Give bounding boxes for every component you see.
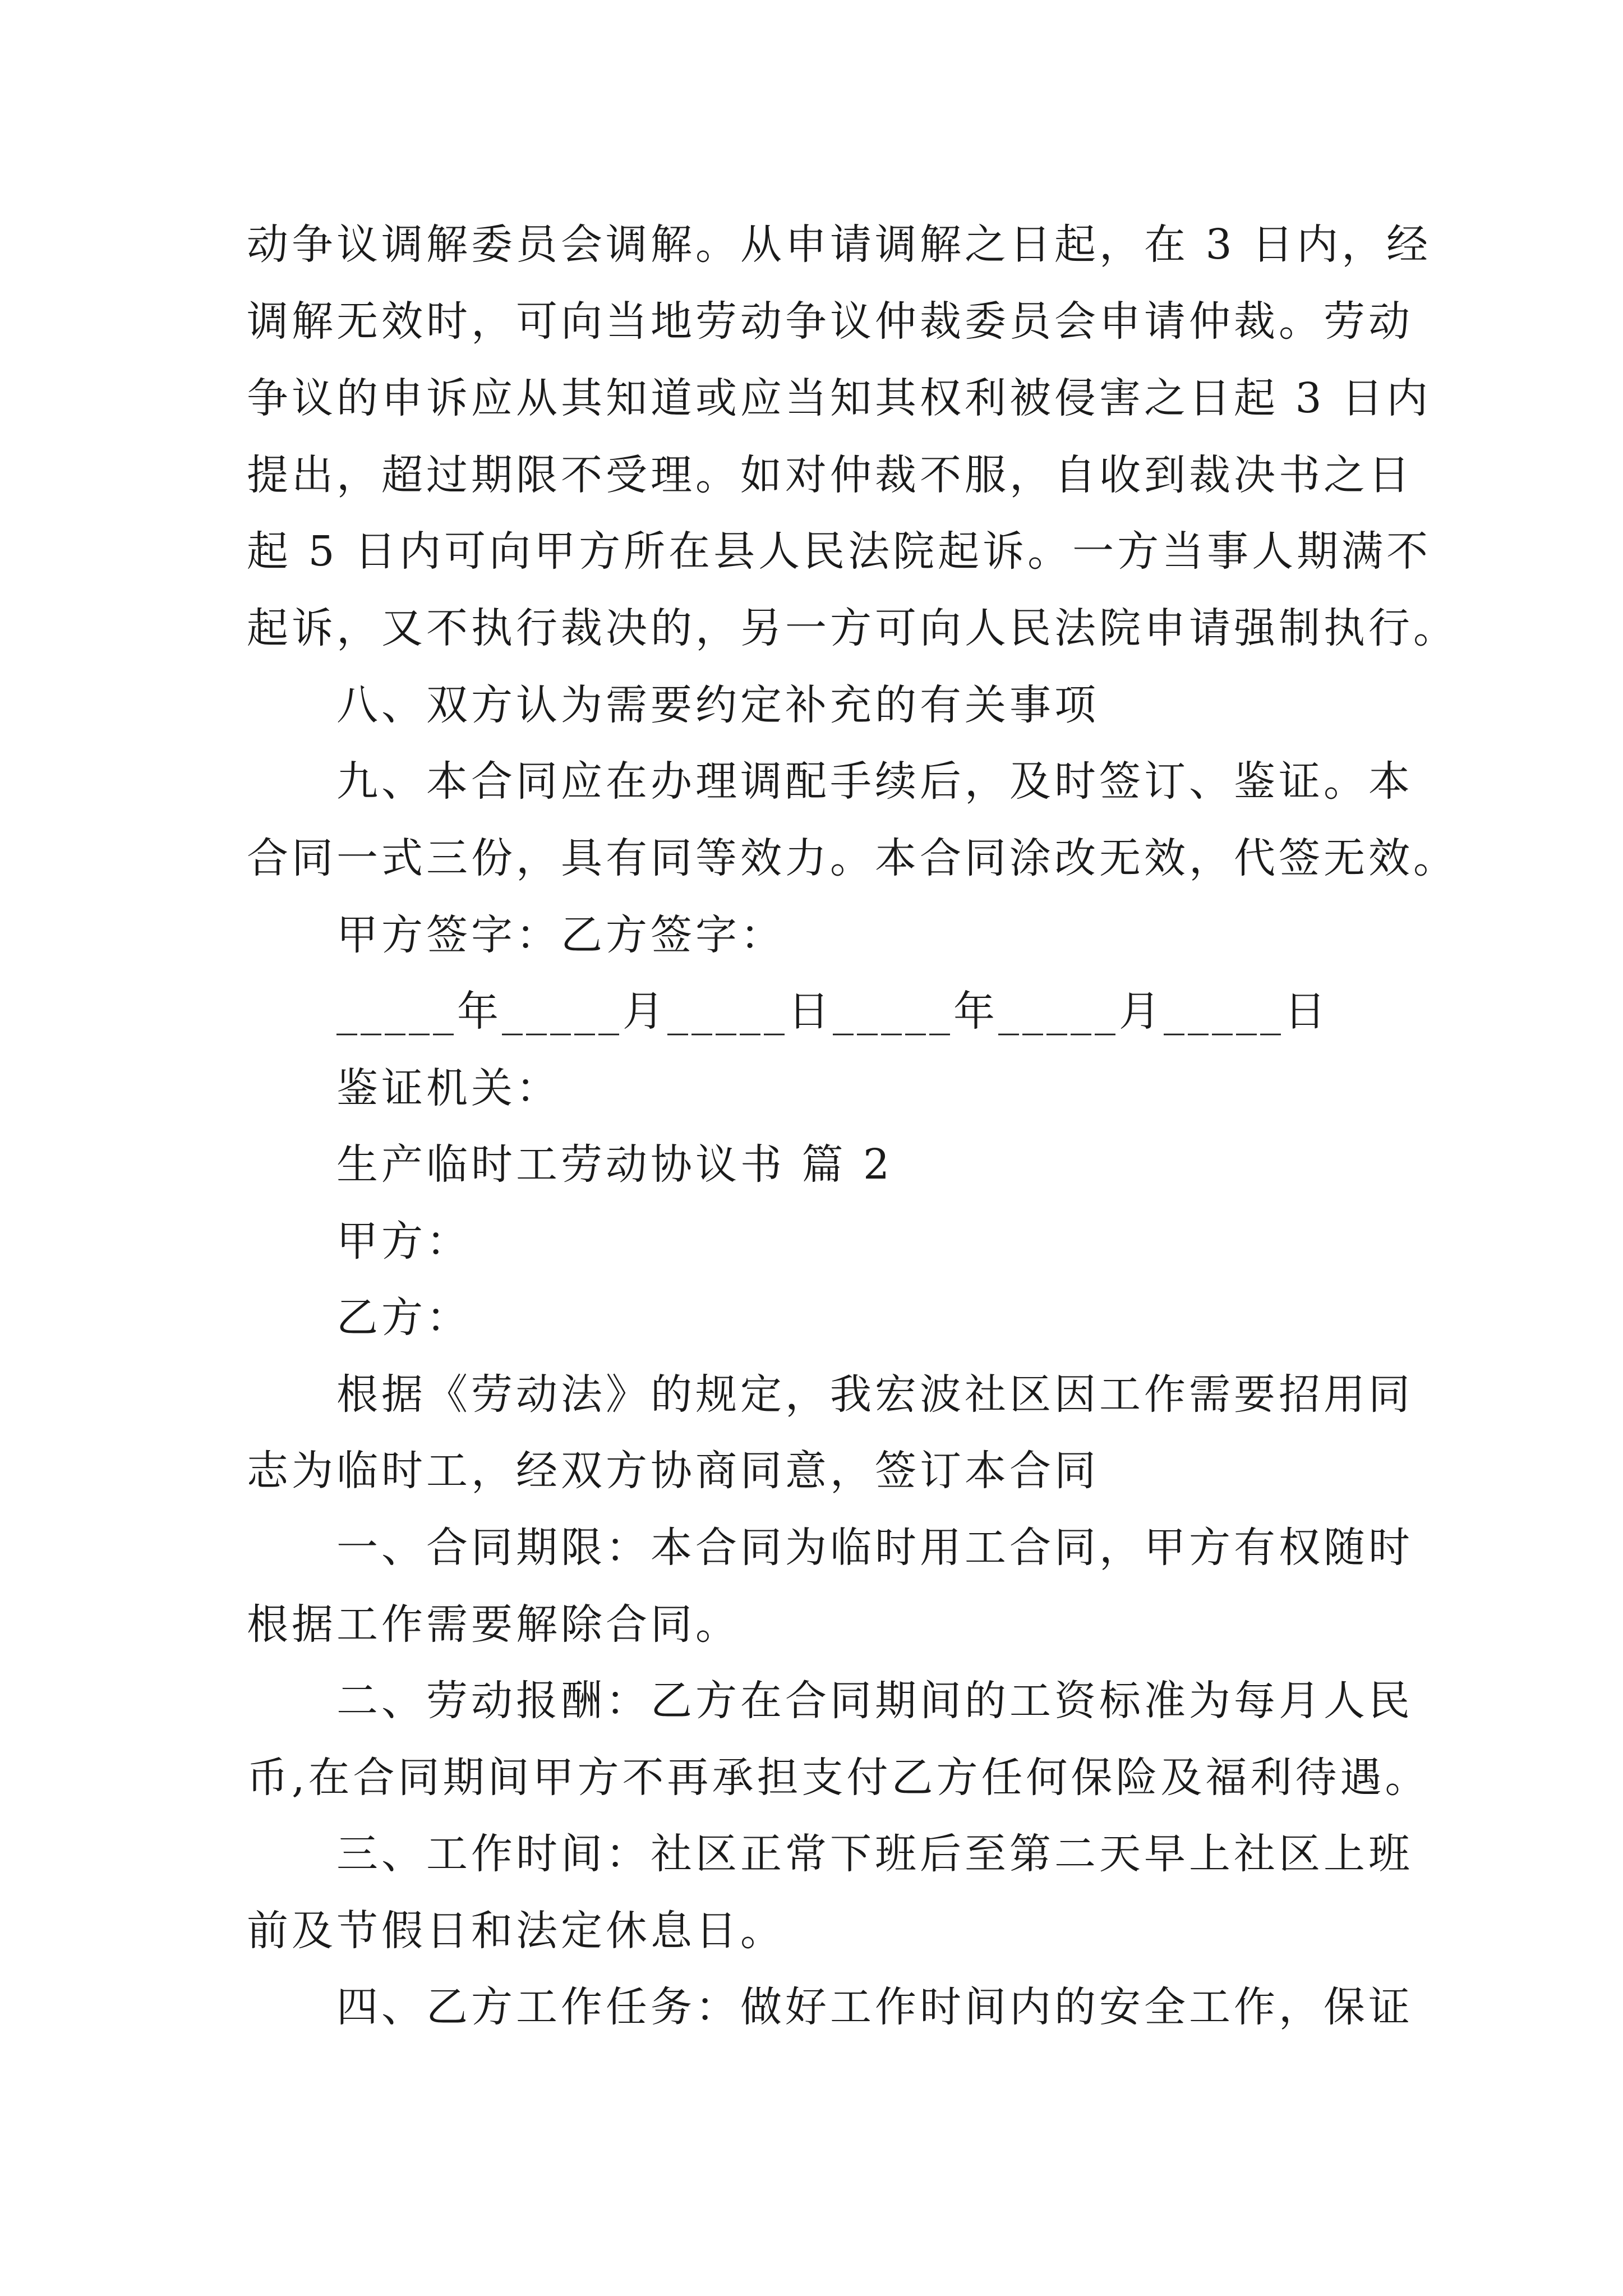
paragraph-line: 根据《劳动法》的规定，我宏波社区因工作需要招用同 (336, 1370, 1413, 1419)
paragraph-line: 争议的申诉应从其知道或应当知其权利被侵害之日起 3 日内 (247, 374, 1432, 422)
paragraph-line: 起 5 日内可向甲方所在县人民法院起诉。一方当事人期满不 (247, 527, 1432, 576)
paragraph-line: 币,在合同期间甲方不再承担支付乙方任何保险及福利待遇。 (247, 1754, 1430, 1802)
clause-three-line: 三、工作时间：社区正常下班后至第二天早上社区上班 (336, 1830, 1413, 1878)
section-title: 生产临时工劳动协议书 篇 2 (336, 1140, 893, 1189)
paragraph-line: 起诉，又不执行裁决的，另一方可向人民法院申请强制执行。 (247, 604, 1458, 652)
paragraph-line: 前及节假日和法定休息日。 (247, 1907, 785, 1955)
paragraph-line: 动争议调解委员会调解。从申请调解之日起，在 3 日内，经 (247, 220, 1432, 269)
paragraph-line: 志为临时工，经双方协商同意，签订本合同 (247, 1447, 1099, 1495)
clause-four-line: 四、乙方工作任务：做好工作时间内的安全工作，保证 (336, 1983, 1413, 2031)
section-heading-eight: 八、双方认为需要约定补充的有关事项 (336, 681, 1099, 729)
party-a-label: 甲方： (336, 1217, 471, 1266)
paragraph-line: 根据工作需要解除合同。 (247, 1600, 740, 1649)
authentication-label: 鉴证机关： (336, 1064, 561, 1112)
paragraph-line: 合同一式三份，具有同等效力。本合同涂改无效，代签无效。 (247, 834, 1458, 882)
paragraph-line: 提出，超过期限不受理。如对仲裁不服，自收到裁决书之日 (247, 451, 1413, 499)
clause-two-line: 二、劳动报酬：乙方在合同期间的工资标准为每月人民 (336, 1677, 1413, 1725)
section-nine-line: 九、本合同应在办理调配手续后，及时签订、鉴证。本 (336, 757, 1413, 806)
party-b-label: 乙方： (336, 1294, 471, 1342)
paragraph-line: 调解无效时，可向当地劳动争议仲裁委员会申请仲裁。劳动 (247, 297, 1413, 346)
clause-one-line: 一、合同期限：本合同为临时用工合同，甲方有权随时 (336, 1524, 1413, 1572)
signature-label: 甲方签字：乙方签字： (336, 911, 785, 959)
date-blanks: _____年_____月_____日_____年_____月_____日 (336, 987, 1329, 1036)
